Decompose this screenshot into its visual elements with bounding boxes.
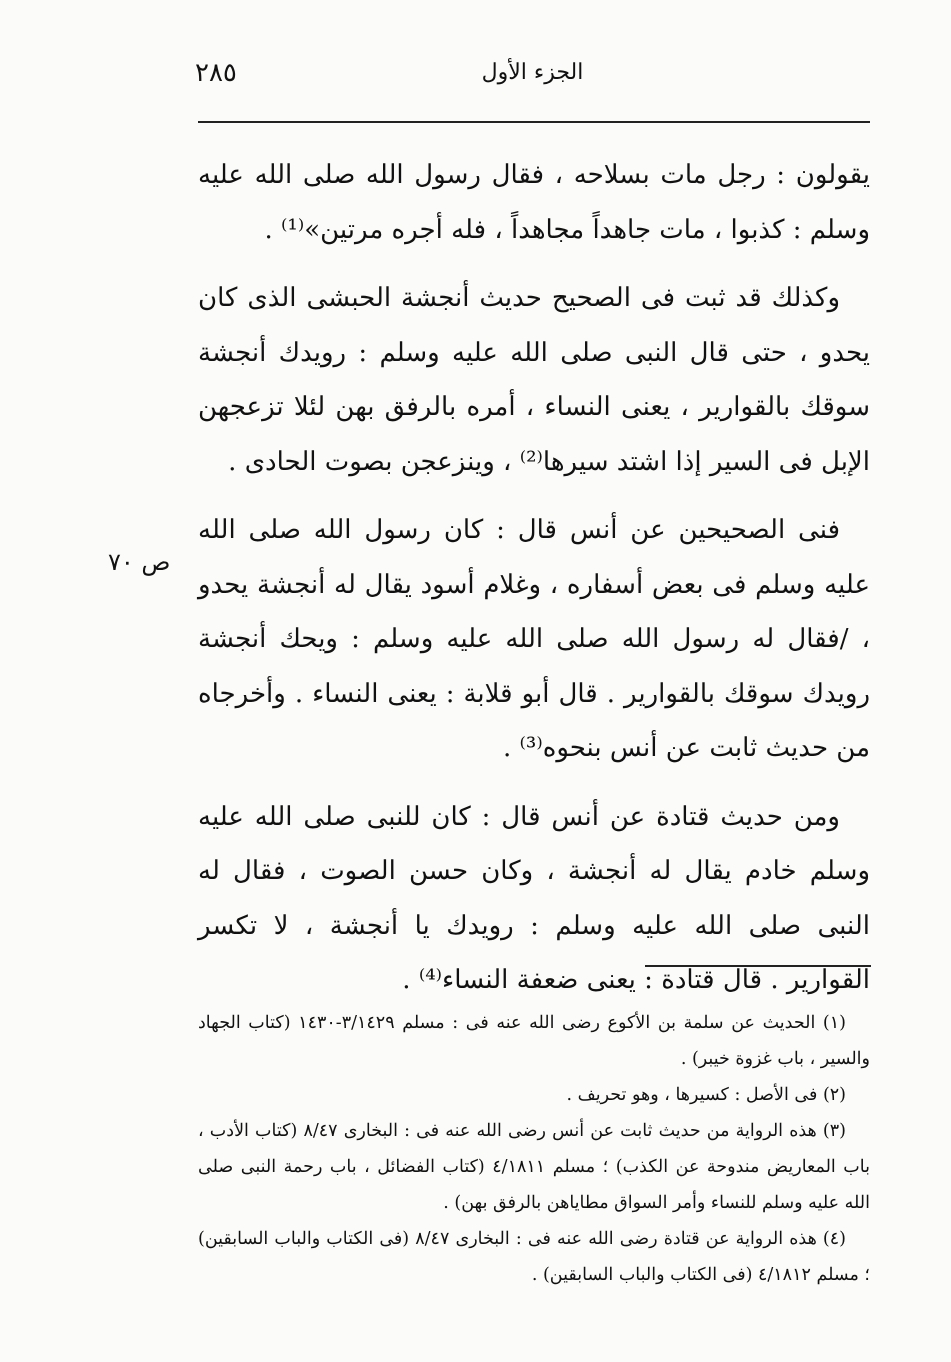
paragraph: ومن حديث قتادة عن أنس قال : كان للنبى صلى الله عليه وسلم خادم يقال له أنجشة ، وكان حسن الصوت ، فقال له النبى صلى الله عليه وسلم : رويدك يا أنجشة ، لا تكسر القوارير . قال قتادة : يعنى ضعفة النساء⁽⁴⁾ . [198,801,870,995]
footnotes [198,1005,870,1293]
footnote: (٢) فى الأصل : كسيرها ، وهو تحريف . [566,1085,846,1105]
manuscript-page-marker: ص ٧٠ [108,548,171,576]
footnote-rule [645,965,871,967]
footnote: (٣) هذه الرواية من حديث ثابت عن أنس رضى الله عنه فى : البخارى ٨/٤٧ (كتاب الأدب ، باب المعاريض مندوحة عن الكذب) ؛ مسلم ٤/١٨١١ (كتاب الفضائل ، باب رحمة النبى صلى الله عليه وسلم للنساء وأمر السواق مطاياهن بالرفق بهن) . [198,1121,870,1213]
paragraph-continued: يقولون : رجل مات بسلاحه ، فقال رسول الله صلى الله عليه وسلم : كذبوا ، مات جاهداً مجاهداً ، فله أجره مرتين»⁽¹⁾ . [198,160,870,245]
header-rule [198,121,870,123]
page-number: ٢٨٥ [195,58,237,88]
volume-title: الجزء الأول [481,60,584,85]
running-header [195,58,870,98]
footnote: (١) الحديث عن سلمة بن الأكوع رضى الله عنه فى : مسلم ٣/١٤٢٩-١٤٣٠ (كتاب الجهاد والسير ، باب غزوة خيبر) . [198,1013,870,1069]
paragraph: فنى الصحيحين عن أنس قال : كان رسول الله صلى الله عليه وسلم فى بعض أسفاره ، وغلام أسود يقال له أنجشة يحدو ، /فقال له رسول الله صلى الله عليه وسلم : ويحك أنجشة رويدك سوقك بالقوارير . قال أبو قلابة : يعنى النساء . وأخرجاه من حديث ثابت عن أنس بنحوه⁽³⁾ . [198,515,870,763]
footnote: (٤) هذه الرواية عن قتادة رضى الله عنه فى : البخارى ٨/٤٧ (فى الكتاب والباب السابقين) ؛ مسلم ٤/١٨١٢ (فى الكتاب والباب السابقين) . [198,1229,870,1285]
main-text [198,148,870,1022]
paragraph: وكذلك قد ثبت فى الصحيح حديث أنجشة الحبشى الذى كان يحدو ، حتى قال النبى صلى الله عليه وسلم : رويدك أنجشة سوقك بالقوارير ، يعنى النساء ، أمره بالرفق بهن لئلا تزعجهن الإبل فى السير إذا اشتد سيرها⁽²⁾ ، وينزعجن بصوت الحادى . [198,283,870,477]
